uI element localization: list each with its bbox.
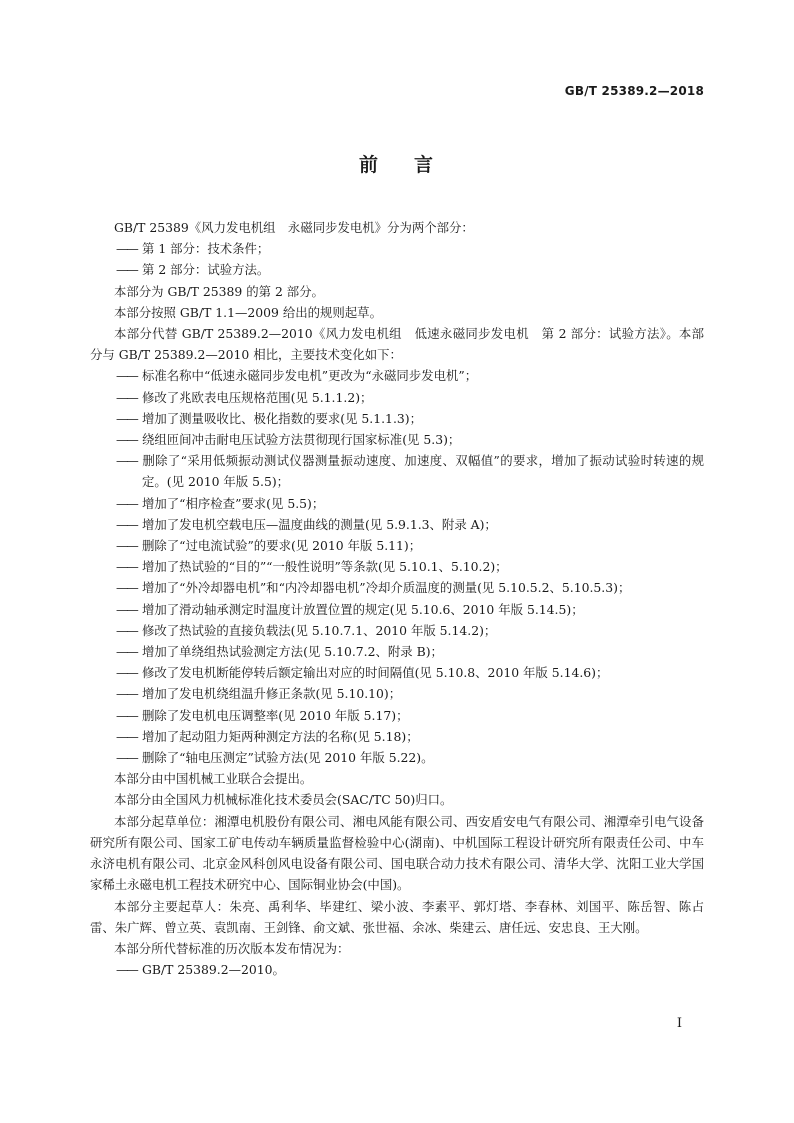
list-item xyxy=(116,577,704,598)
paragraph xyxy=(90,302,704,323)
paragraph xyxy=(90,938,704,959)
page-title xyxy=(0,150,794,177)
list-item xyxy=(116,662,704,683)
paragraph-text: 本部分由全国风力机械标准化技术委员会(SAC/TC 50)归口。 xyxy=(114,792,453,808)
foreword-body xyxy=(90,217,704,980)
dash-marker: —— xyxy=(116,495,137,511)
standard-code: GB/T 25389.2—2018 xyxy=(564,84,704,98)
paragraph-text: 本部分起草单位：湘潭电机股份有限公司、湘电风能有限公司、西安盾安电气有限公司、湘潭牵引电气设备研究所有限公司、国家工矿电传动车辆质量监督检验中心(湖南)、中机国际工程设计研究所有限责任公司、中车永济电机有限公司、北京金风科创风电设备有限公司、国电联合动力技术有限公司、清华大学、沈阳工业大学国家稀土永磁电机工程技术研究中心、国际铜业协会(中国)。 xyxy=(90,813,704,893)
paragraph-text: 第 2 部分：试验方法。 xyxy=(142,262,270,278)
list-item xyxy=(116,747,704,768)
paragraph-text: 本部分代替 GB/T 25389.2—2010《风力发电机组 低速永磁同步发电机 第 2 部分：试验方法》。本部分与 GB/T 25389.2—2010 相比，主要技术变化如下： xyxy=(90,326,704,363)
dash-marker: —— xyxy=(116,410,137,426)
list-item xyxy=(116,705,704,726)
paragraph-text: 增加了单绕组热试验测定方法(见 5.10.7.2、附录 B)； xyxy=(142,644,443,660)
list-item xyxy=(116,620,704,641)
paragraph xyxy=(90,281,704,302)
dash-marker: —— xyxy=(116,580,137,596)
paragraph xyxy=(90,768,704,789)
title-char-1: 前 xyxy=(358,154,380,176)
list-item xyxy=(116,259,704,280)
paragraph-text: 修改了热试验的直接负载法(见 5.10.7.1、2010 年版 5.14.2)； xyxy=(142,622,497,638)
paragraph-text: 删除了“过电流试验”的要求(见 2010 年版 5.11)； xyxy=(142,538,422,554)
paragraph-text: 增加了“相序检查”要求(见 5.5)； xyxy=(142,495,325,511)
paragraph-text: 增加了起动阻力矩两种测定方法的名称(见 5.18)； xyxy=(142,728,419,744)
dash-marker: —— xyxy=(116,453,137,469)
list-item xyxy=(116,683,704,704)
list-item xyxy=(116,535,704,556)
dash-marker: —— xyxy=(116,538,137,554)
paragraph-text: 增加了“外冷却器电机”和“内冷却器电机”冷却介质温度的测量(见 5.10.5.2、5.10.5.3)； xyxy=(142,580,631,596)
list-item xyxy=(116,641,704,662)
paragraph-text: 增加了滑动轴承测定时温度计放置位置的规定(见 5.10.6、2010 年版 5.14.5)； xyxy=(142,601,584,617)
paragraph-text: 删除了发电机电压调整率(见 2010 年版 5.17)； xyxy=(142,707,409,723)
dash-marker: —— xyxy=(116,516,137,532)
paragraph-text: 第 1 部分：技术条件； xyxy=(142,241,270,257)
dash-marker: —— xyxy=(116,644,137,660)
dash-marker: —— xyxy=(116,750,137,766)
dash-marker: —— xyxy=(116,728,137,744)
paragraph-text: 增加了发电机空载电压—温度曲线的测量(见 5.9.1.3、附录 A)； xyxy=(142,516,497,532)
paragraph-text: 增加了热试验的“目的”“一般性说明”等条款(见 5.10.1、5.10.2)； xyxy=(142,559,508,575)
list-item xyxy=(116,238,704,259)
paragraph xyxy=(90,896,704,938)
dash-marker: —— xyxy=(116,707,137,723)
paragraph-text: GB/T 25389《风力发电机组 永磁同步发电机》分为两个部分： xyxy=(114,220,474,235)
paragraph xyxy=(90,789,704,810)
list-item xyxy=(116,556,704,577)
list-item xyxy=(116,959,704,980)
list-item xyxy=(116,450,704,492)
paragraph-text: 本部分为 GB/T 25389 的第 2 部分。 xyxy=(114,283,324,299)
paragraph-text: 增加了测量吸收比、极化指数的要求(见 5.1.1.3)； xyxy=(142,410,422,426)
paragraph xyxy=(90,323,704,365)
paragraph-text: 本部分主要起草人：朱亮、禹利华、毕建红、梁小波、李素平、郭灯塔、李春林、刘国平、陈岳智、陈占雷、朱广辉、曾立英、袁凯南、王剑锋、俞文斌、张世福、余冰、柴建云、唐任远、安忠良、王大刚。 xyxy=(90,898,704,935)
paragraph-text: 本部分由中国机械工业联合会提出。 xyxy=(114,771,313,787)
paragraph-text: 修改了兆欧表电压规格范围(见 5.1.1.2)； xyxy=(142,389,373,405)
dash-marker: —— xyxy=(116,665,137,681)
list-item xyxy=(116,493,704,514)
page-number: I xyxy=(676,1016,682,1031)
dash-marker: —— xyxy=(116,368,137,384)
title-char-2: 言 xyxy=(414,154,436,176)
paragraph-text: 本部分所代替标准的历次版本发布情况为： xyxy=(114,940,350,956)
dash-marker: —— xyxy=(116,389,137,405)
paragraph-text: 增加了发电机绕组温升修正条款(见 5.10.10)； xyxy=(142,686,402,702)
dash-marker: —— xyxy=(116,622,137,638)
list-item xyxy=(116,726,704,747)
list-item xyxy=(116,429,704,450)
list-item xyxy=(116,365,704,386)
paragraph-text: 本部分按照 GB/T 1.1—2009 给出的规则起草。 xyxy=(114,304,382,320)
paragraph xyxy=(90,811,704,896)
list-item xyxy=(116,599,704,620)
dash-marker: —— xyxy=(116,686,137,702)
dash-marker: —— xyxy=(116,601,137,617)
dash-marker: —— xyxy=(116,962,137,978)
dash-marker: —— xyxy=(116,262,137,278)
dash-marker: —— xyxy=(116,559,137,575)
paragraph-text: 删除了“轴电压测定”试验方法(见 2010 年版 5.22)。 xyxy=(142,750,434,766)
dash-marker: —— xyxy=(116,241,137,257)
paragraph-text: 绕组匝间冲击耐电压试验方法贯彻现行国家标准(见 5.3)； xyxy=(142,432,461,448)
dash-marker: —— xyxy=(116,432,137,448)
list-item xyxy=(116,408,704,429)
list-item xyxy=(116,387,704,408)
paragraph-text: 修改了发电机断能停转后额定输出对应的时间隔值(见 5.10.8、2010 年版 5.14.6)； xyxy=(142,665,609,681)
paragraph-text: GB/T 25389.2—2010。 xyxy=(142,962,285,978)
paragraph xyxy=(90,217,704,238)
paragraph-text: 标准名称中“低速永磁同步发电机”更改为“永磁同步发电机”； xyxy=(142,368,478,384)
paragraph-text: 删除了“采用低频振动测试仪器测量振动速度、加速度、双幅值”的要求，增加了振动试验时转速的规定。(见 2010 年版 5.5)； xyxy=(142,453,704,490)
list-item xyxy=(116,514,704,535)
